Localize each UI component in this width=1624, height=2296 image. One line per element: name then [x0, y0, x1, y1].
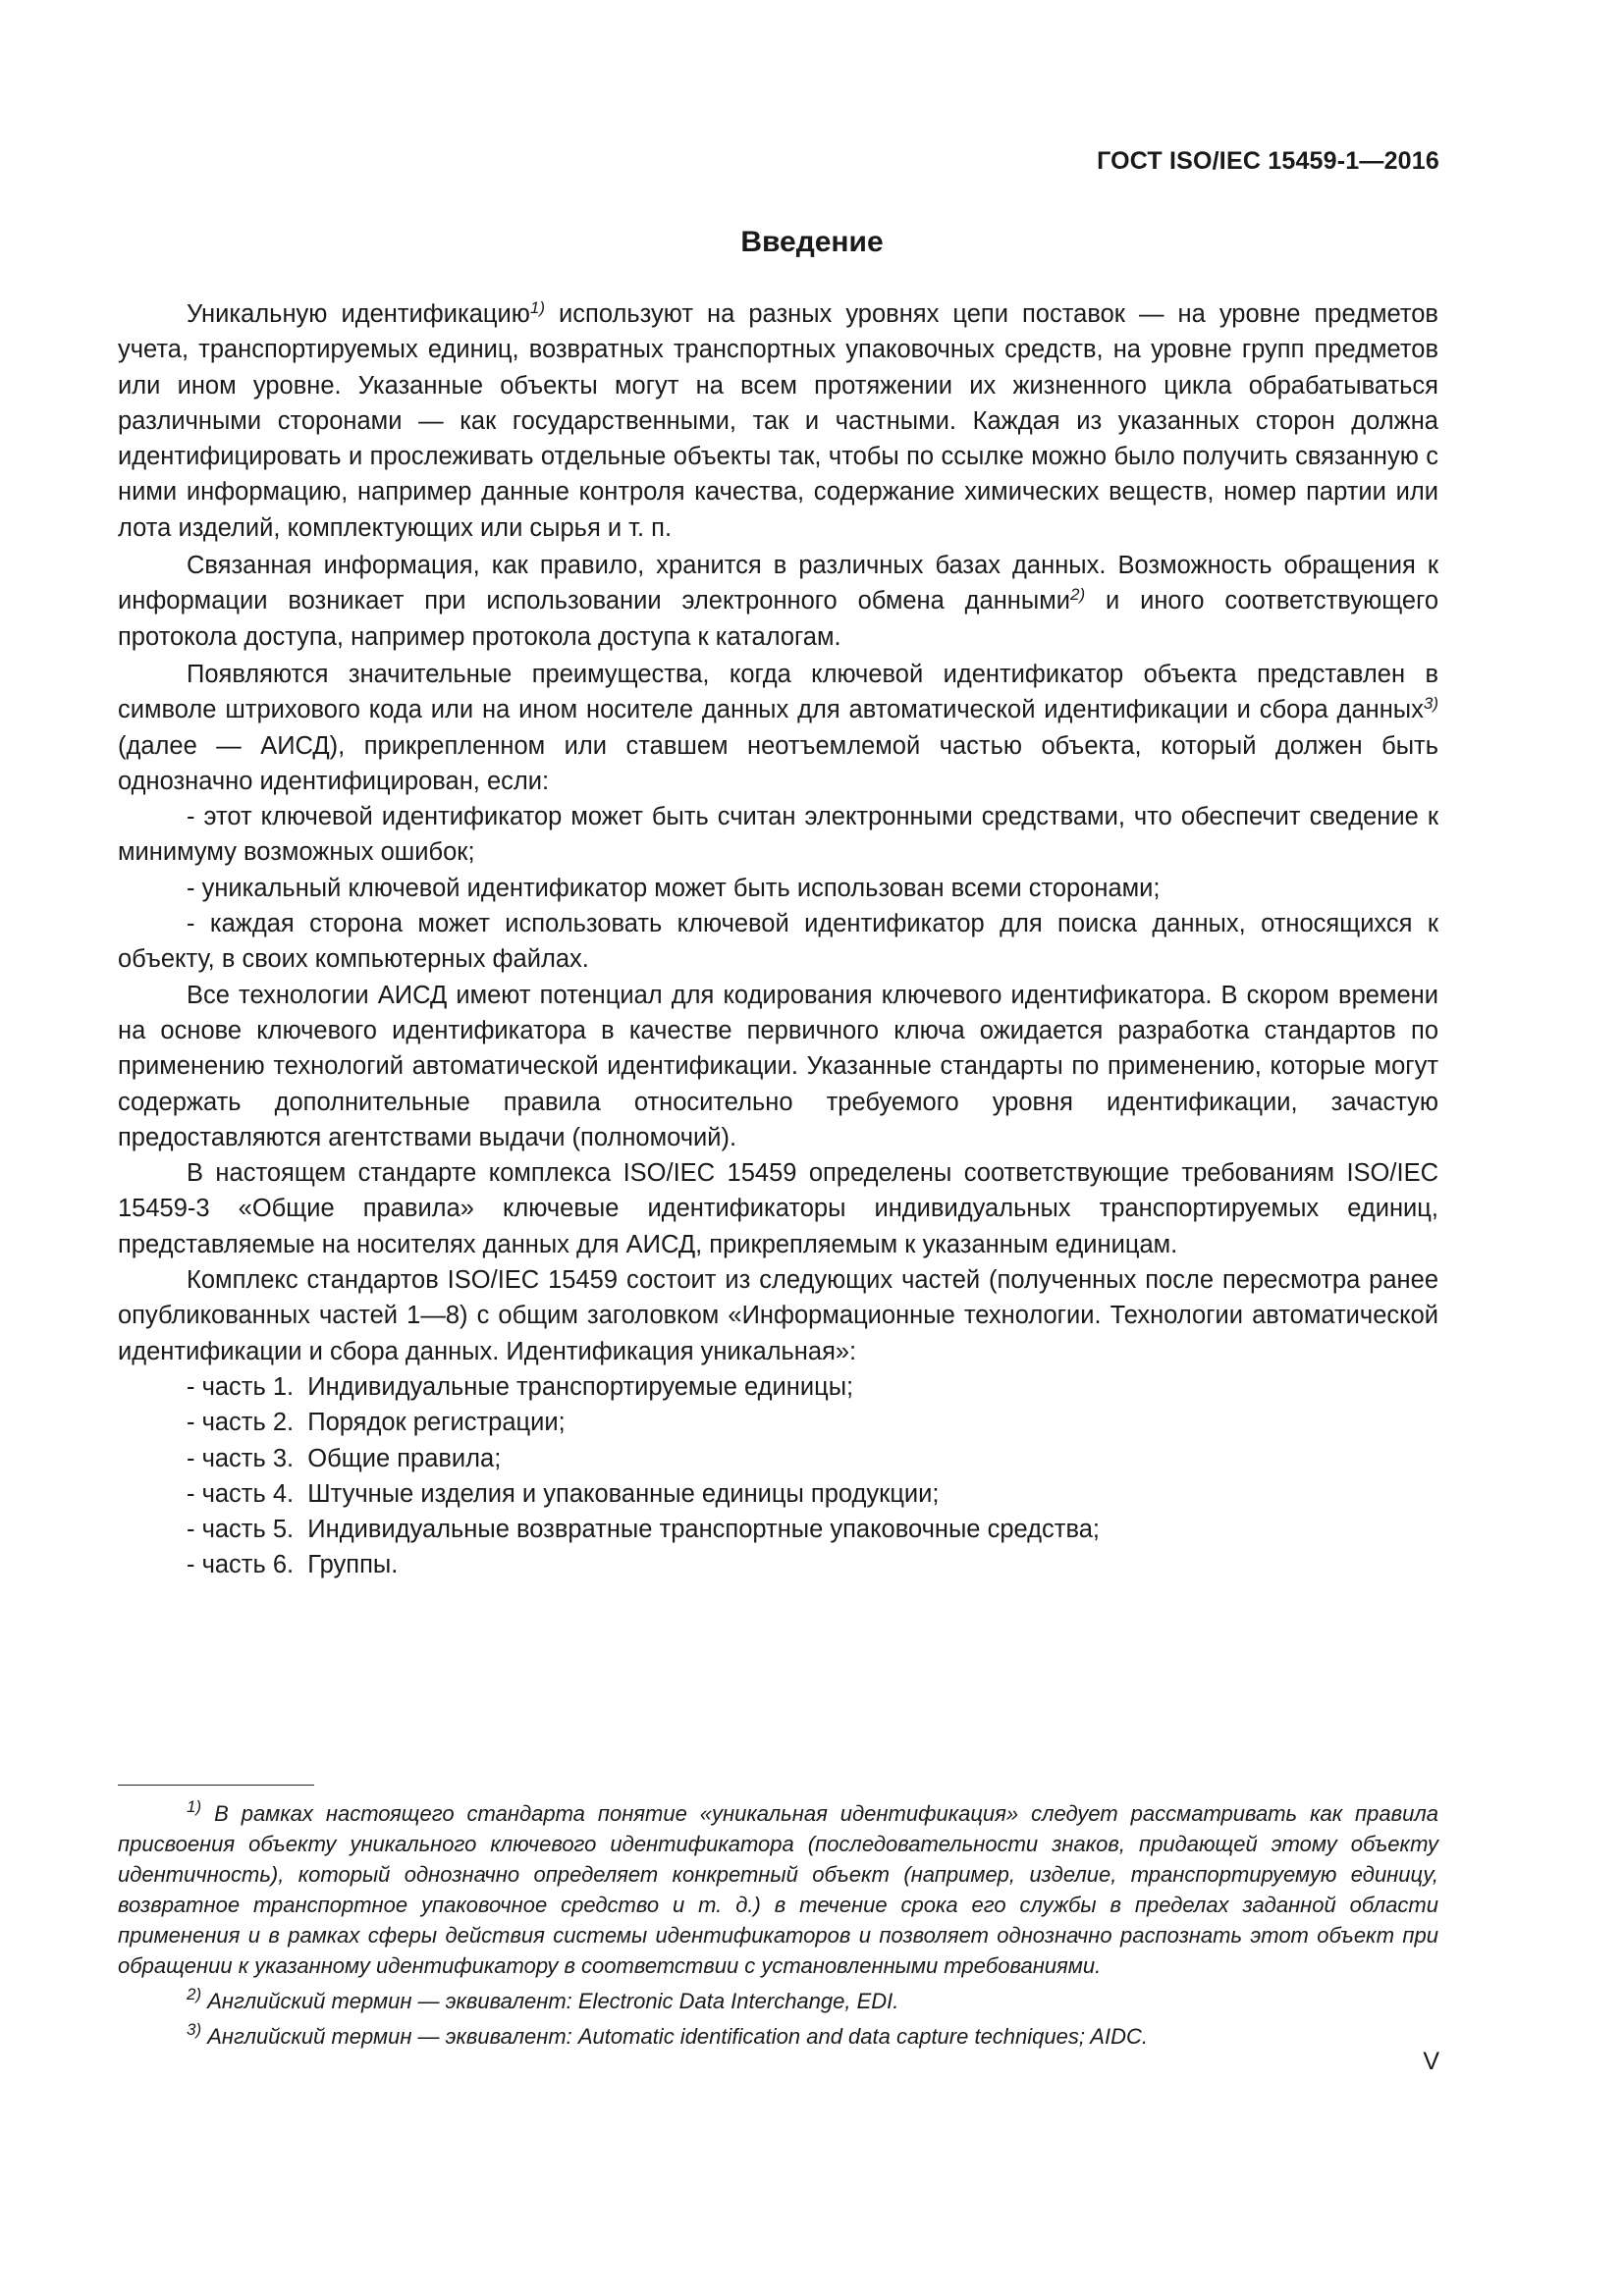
list-item-part: - часть 3. Общие правила;: [187, 1444, 502, 1472]
document-code-header: ГОСТ ISO/IEC 15459-1—2016: [1097, 147, 1439, 175]
footnote-ref-2: 2): [1070, 585, 1086, 605]
list-item-condition: - уникальный ключевой идентификатор может быть использован всеми сторонами;: [187, 874, 1161, 902]
footnote-ref-1: 1): [529, 298, 545, 317]
list-item-part: - часть 4. Штучные изделия и упакованные единицы продукции;: [187, 1479, 940, 1508]
paragraph-3: Появляются значительные преимущества, когда ключевой идентификатор объекта представлен в символе штрихового кода или на ином носителе данных для автоматической идентификации и сбора данных$^{3)}$ (далее — АИСД), прикрепленном или ставшем неотъемлемой частью объекта, который должен быть однозначно идентифицирован, если:: [118, 660, 1438, 795]
paragraph-2: Связанная информация, как правило, хранится в различных базах данных. Возможность обращения к информации возникает при использовании электронного обмена данными$^{2)}$ и иного соответствующего протокола доступа, например протокола доступа к каталогам.: [118, 552, 1438, 651]
footnote-divider: [118, 1785, 314, 1786]
footnote-3: $^{3)}$ Английский термин — эквивалент: Automatic identification and data capture techniques; AIDC.: [187, 2020, 1148, 2049]
footnote-mark: 2): [187, 1985, 202, 2003]
list-item-part: - часть 2. Порядок регистрации;: [187, 1409, 566, 1437]
footnote-mark: 3): [187, 2020, 202, 2039]
footnote-2: $^{2)}$ Английский термин — эквивалент: Electronic Data Interchange, EDI.: [187, 1985, 899, 2013]
footnote-1: $^{1)}$ В рамках настоящего стандарта понятие «уникальная идентификация» следует рассматривать как правила присвоения объекту уникального ключевого идентификатора (последовательности знаков, придающей этому объекту идентичность), который однозначно определяет конкретный объект (например, изделие, транспортируемую единицу, возвратное транспортное упаковочное средство и т. д.) в течение срока его службы в пределах заданной области применения и в рамках сферы действия системы идентификаторов и позволяет однозначно распознать этот объект при обращении к указанному идентификатору в соответствии с установленными требованиями.: [118, 1797, 1438, 1978]
paragraph-6: Комплекс стандартов ISO/IEC 15459 состоит из следующих частей (полученных после пересмотра ранее опубликованных частей 1—8) с общим заголовком «Информационные технологии. Технологии автоматической идентификации и сбора данных. Идентификация уникальная»:: [118, 1266, 1438, 1365]
footnote-ref-3: 3): [1423, 694, 1438, 714]
paragraph-5: В настоящем стандарте комплекса ISO/IEC 15459 определены соответствующие требованиям ISO/IEC 15459-3 «Общие правила» ключевые идентификаторы индивидуальных транспортируемых единиц, представляемые на носителях данных для АИСД, прикрепляемым к указанным единицам.: [118, 1159, 1438, 1258]
footnote-mark: 1): [187, 1797, 202, 1816]
body-text: [118, 296, 1438, 1583]
list-item-condition: - этот ключевой идентификатор может быть считан электронными средствами, что обеспечит сведение к минимуму возможных ошибок;: [118, 803, 1438, 867]
footnotes: [118, 1798, 1438, 2052]
list-item-part: - часть 5. Индивидуальные возвратные транспортные упаковочные средства;: [187, 1516, 1100, 1544]
list-item-part: - часть 6. Группы.: [187, 1551, 399, 1579]
page-number: V: [1423, 2048, 1439, 2075]
section-title: Введение: [740, 226, 884, 258]
list-item-condition: - каждая сторона может использовать ключевой идентификатор для поиска данных, относящихся к объекту, в своих компьютерных файлах.: [118, 910, 1438, 974]
paragraph-1: Уникальную идентификацию$^{1)}$ используют на разных уровнях цепи поставок — на уровне предметов учета, транспортируемых единиц, возвратных транспортных упаковочных средств, на уровне групп предметов или ином уровне. Указанные объекты могут на всем протяжении их жизненного цикла обрабатываться различными сторонами — как государственными, так и частными. Каждая из указанных сторон должна идентифицировать и прослеживать отдельные объекты так, чтобы по ссылке можно было получить связанную с ними информацию, например данные контроля качества, содержание химических веществ, номер партии или лота изделий, комплектующих или сырья и т. п.: [118, 298, 1438, 542]
paragraph-4: Все технологии АИСД имеют потенциал для кодирования ключевого идентификатора. В скором времени на основе ключевого идентификатора в качестве первичного ключа ожидается разработка стандартов по применению технологий автоматической идентификации. Указанные стандарты по применению, которые могут содержать дополнительные правила относительно требуемого уровня идентификации, зачастую предоставляются агентствами выдачи (полномочий).: [118, 981, 1438, 1151]
list-item-part: - часть 1. Индивидуальные транспортируемые единицы;: [187, 1372, 854, 1401]
